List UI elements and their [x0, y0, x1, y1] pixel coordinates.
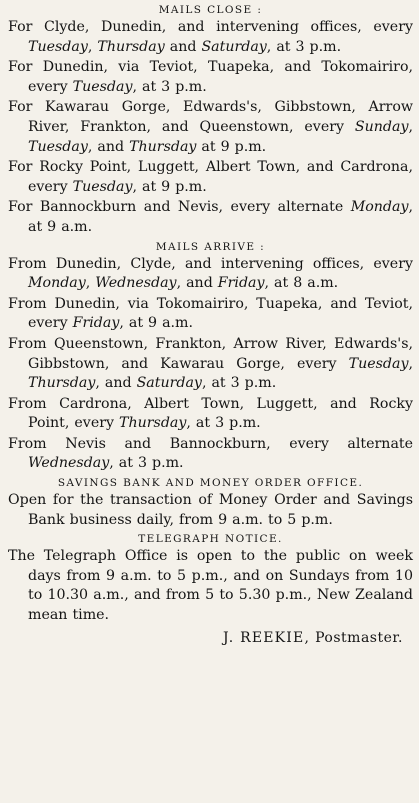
telegraph-heading: TELEGRAPH NOTICE. [138, 533, 283, 546]
mails-close-heading: MAILS CLOSE : [158, 4, 263, 16]
mails-close-item: For Bannockburn and Nevis, every alternate Monday, at 9 a.m. [8, 199, 413, 235]
mails-arrive-item: From Dunedin, via Tokomairiro, Tuapeka, and Teviot, every Friday, at 9 a.m. [8, 295, 413, 332]
mails-close-item: For Kawarau Gorge, Edwards's, Gibbstown, Arrow River, Frankton, and Queenstown, every Sunday, Tuesday, and Thursday at 9 p.m. [8, 99, 413, 155]
mails-arrive-item: From Cardrona, Albert Town, Luggett, and Rocky Point, every Thursday, at 3 p.m. [8, 395, 413, 432]
mails-close-list [8, 18, 413, 238]
mails-close-item: For Dunedin, via Teviot, Tuapeka, and Tokomairiro, every Tuesday, at 3 p.m. [8, 59, 413, 95]
savings-bank-text: Open for the transaction of Money Order and Savings Bank business daily, from 9 a.m. to 5 p.m. [8, 492, 413, 528]
telegraph-text: The Telegraph Office is open to the public on week days from 9 a.m. to 5 p.m., and on Sundays from 10 to 10.30 a.m., and from 5 to 5.30 p.m., New Zealand mean time. [8, 548, 413, 624]
mails-arrive-item: From Queenstown, Frankton, Arrow River, Edwards's, Gibbstown, and Kawarau Gorge, every Tuesday, Thursday, and Saturday, at 3 p.m. [8, 335, 413, 392]
mails-arrive-item: From Nevis and Bannockburn, every alternate Wednesday, at 3 p.m. [8, 435, 413, 472]
mails-arrive-heading: MAILS ARRIVE : [155, 240, 266, 253]
mails-arrive-list [8, 255, 413, 475]
mails-arrive-item: From Dunedin, Clyde, and intervening offices, every Monday, Wednesday, and Friday, at 8 a.m. [8, 255, 413, 292]
savings-bank-heading: SAVINGS BANK AND MONEY ORDER OFFICE. [57, 477, 364, 490]
signature [8, 628, 413, 648]
mails-close-item: For Clyde, Dunedin, and intervening offices, every Tuesday, Thursday and Saturday, at 3 p.m. [8, 19, 413, 55]
mails-close-item: For Rocky Point, Luggett, Albert Town, and Cardrona, every Tuesday, at 9 p.m. [8, 159, 413, 195]
signature-name: J. REEKIE, [223, 629, 311, 646]
signature-title: Postmaster. [315, 629, 403, 646]
